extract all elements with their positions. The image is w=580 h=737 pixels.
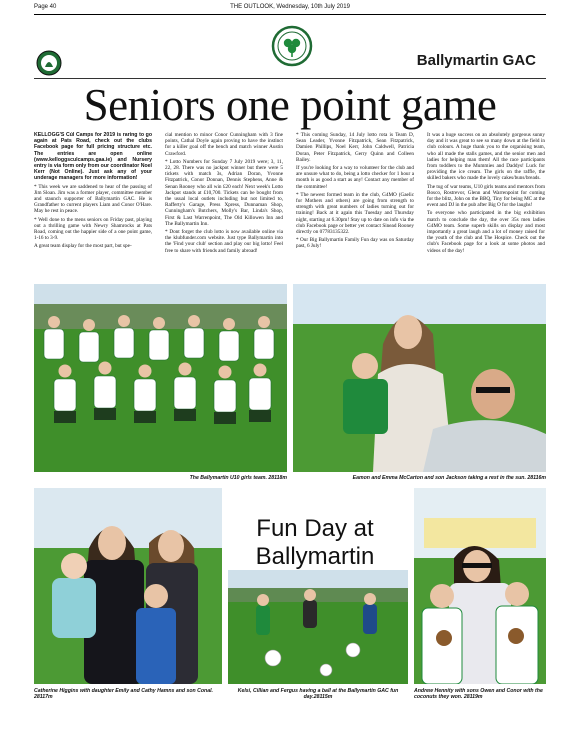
paragraph: * This week we are saddened to hear of the passing of Jim Sloan. Jim was a former player, committee member and staunch supporter of Ballymartin GAC. He is Grandfather to current players Liam and Conor O'Hare. May he rest in peace. [34,183,152,215]
column-1 [34,132,152,252]
photo-kids-football [228,570,408,684]
paragraph: * Lotto Numbers for Sunday 7 July 2019 were; 3, 11, 22, 28. There was no jackpot winner but there were 5 tickets with match 3s, Adrian Doran, Yvonne Fitzpatrick, Conor Donnan, Dennis Stephens, Anne & Senan Rooney who all win £20 each! Next week's Lotto Jackpot stands at £10,700. Tickets can be bought from the usual local outlets including but not limited to, Rafferty's Garage, Press Xpress, Dunnaman Shop, Cunningham's Butchers, Molly's Bar, Linda's Shop, First & Last Warrenpoint, The Old Killowen Inn and The Ballymartin Inn. [165,158,283,227]
photo-andrew-hennity [414,488,546,684]
column-2 [165,132,283,256]
paragraph: * Our Big Ballymartin Family Fun day was on Saturday past, 6 July! [296,237,414,250]
column-3 [296,132,414,252]
paragraph: It was a huge success on an absolutely gorgeous sunny day and it was great to see so many down at the field in club colours. A huge thank you to the organising team, who all made the stalls games, and the senior men and ladies for helping man them! All the race participants from toddlers to the Mummies and Daddys! Luck for providing the ice cream. The girls on the raffle, the skilled bakers who made the lovely cakes/buns/breads. [427,132,545,182]
page-number: Page 40 [34,4,57,10]
club-title: Ballymartin GAC [416,52,536,69]
paragraph: To everyone who participated in the big exhibition match to conclude the day, the over 35s men ladies G4MO team. Some superb skills on display and most importantly a great laugh and a lot of money raised for the youth of the club and The Hospice. Check out the club's Facebook page for a look at some photos and videos of the day! [427,210,545,254]
paragraph: The tug of war teams, U10 girls teams and mentors from Bosco, Rostrevor, Glenn and Warrenpoint for coming for the blitz, John on the BBQ, Tiny for being MC at the event and DJ in the pub after Big O for the laughs! [427,183,545,209]
photo-eamon-emma [293,284,546,472]
paper-dateline: THE OUTLOOK, Wednesday, 10th July 2019 [230,4,350,10]
caption-photo-3: Catherine Higgins with daughter Emily and Cathy Hamns and son Conal. 28117m [34,688,213,700]
header-rule [34,14,546,15]
paragraph: KELLOGG'S Cúl Camps for 2019 is raring to go again at Pats Road, check out the clubs Facebook page for full pricing structure etc. The entries are open online (www.kelloggsculcamps.gaa.ie) and Nursery entry is via form only from our coordinator Noel Kerr (Not Online). Just ask any of your underage managers for more information! [34,132,152,182]
gaa-logo-icon [36,50,62,76]
paragraph: * Well done to the mens seniors on Friday past, playing out a thrilling game with Newry Shamrocks at Pats Road, coming out the happier side of a one point game, 1-16 to 3-9. [34,216,152,242]
caption-photo-1: The Ballymartin U10 girls team. 28118m [189,475,287,481]
paragraph: If you're looking for a way to volunteer for the club and are unsure what to do, being a lotto checker for 1 hour a month is as good a start as any! Contact any member of the committee! [296,165,414,190]
caption-photo-4: Kelsi, Cillian and Fergus having a ball at the Ballymartin GAC fun day.28115m [237,688,399,700]
club-crest-icon [271,24,313,70]
paragraph: * This coming Sunday, 14 July lotto rota is Team D, Sean Leader, Yvonne Fitzpatrick, Sean Fitzpatrick, Damien Phillips, Noel Kerr, John Caldwell, Patricia Doran, Peter Fitzpatrick, Gerry Quinn and Colleen Bailey. [296,132,414,163]
paragraph: cial mention to minor Conor Cunningham with 3 fine points, Cathal Doyle again proving to have the instinct for a killer goal off the bench and match winner Austin Crawford. [165,132,283,157]
paragraph: * The newest formed team in the club, G4MO (Gaelic for Mothers and others) are going from strength to strength with great numbers of ladies turning out for training! Back at it again this Tuesday and Thursday night, starting at 6.30pm! Stay up to date on info via the club Facebook page or better yet contact Sinead Rooney directly on 07783135322. [296,191,414,236]
fun-day-title: Fun Day at Ballymartin [255,515,375,570]
headline: Seniors one point game [83,80,497,130]
photo-catherine-higgins [34,488,222,684]
paragraph: * Dont forget the club lotto is now available online via the klubfunder.com website. Just type Ballymartin into the 'Find your club' section and play our big lotto! Feel free to share with friends and family abroad! [165,229,283,254]
caption-photo-5: Andrew Hennity with sons Owen and Conor with the coconuts they won. 28119m [414,688,543,700]
photo-u10-girls-team [34,284,287,472]
column-4 [427,132,545,256]
caption-photo-2: Eamon and Emma McCarton and son Jackson taking a rest in the sun. 28116m [352,475,546,481]
paragraph: A great team display for the most part, but spe- [34,243,132,250]
